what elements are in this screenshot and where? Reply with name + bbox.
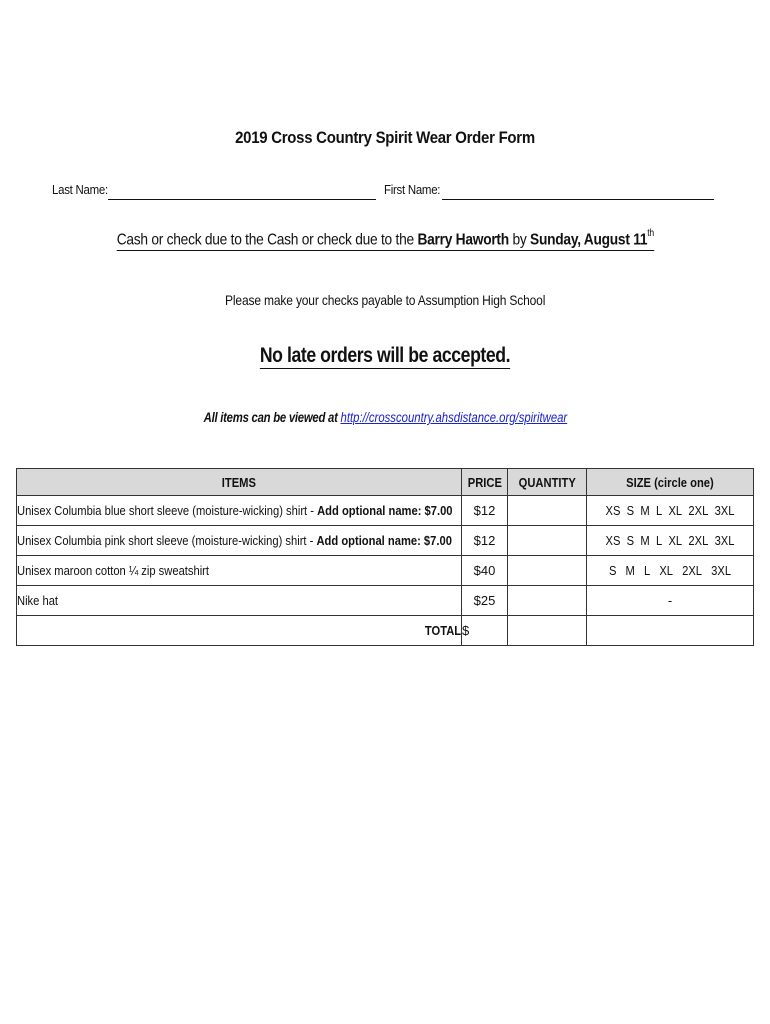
form-title: 2019 Cross Country Spirit Wear Order Form [235,128,535,147]
checks-payable-note [0,292,770,308]
order-table [16,468,754,646]
size-option[interactable]: M [625,563,635,578]
late-text: No late orders will be accepted. [259,344,511,367]
quantity-input[interactable] [508,496,587,526]
size-option[interactable]: S [626,533,635,548]
size-option[interactable]: 2XL [688,533,709,548]
quantity-input[interactable] [508,586,587,616]
size-option[interactable]: 3XL [711,563,732,578]
size-option[interactable]: XS [605,533,621,548]
size-option[interactable]: L [643,563,651,578]
size-option[interactable]: XS [605,503,621,518]
due-date: Sunday, August 11 [529,231,647,249]
first-name-line[interactable] [442,199,714,200]
header-price: PRICE [462,469,508,496]
late-orders-note [0,344,770,369]
size-option[interactable]: L [655,533,663,548]
size-options[interactable] [587,556,754,586]
item-cell: Unisex Columbia pink short sleeve (moisture-wicking) shirt - Add optional name: $7.00 [17,526,462,556]
table-row [17,496,754,526]
payment-due-note [0,230,770,251]
item-cell: Unisex maroon cotton ¼ zip sweatshirt [17,556,462,586]
size-option[interactable]: XL [668,533,683,548]
header-items: ITEMS [17,469,462,496]
due-prefix: Cash or check due to the Cash or check due to the [116,231,418,249]
last-name-label: Last Name: [52,182,108,197]
first-name-label: First Name: [384,182,441,197]
size-option[interactable]: S [608,563,617,578]
price-cell: $25 [462,586,508,616]
view-items-note [0,410,770,425]
total-row [17,616,754,646]
price-cell: $12 [462,496,508,526]
table-row [17,526,754,556]
size-option[interactable]: S [626,503,635,518]
due-date-suffix: th [646,228,654,239]
price-cell: $40 [462,556,508,586]
quantity-input[interactable] [508,556,587,586]
quantity-input[interactable] [508,526,587,556]
size-options[interactable] [587,526,754,556]
spiritwear-link[interactable]: http://crosscountry.ahsdistance.org/spiritwear [340,410,567,425]
size-option[interactable]: 2XL [688,503,709,518]
price-cell: $12 [462,526,508,556]
due-by: by [508,231,530,249]
size-option[interactable]: M [640,533,650,548]
item-cell: Unisex Columbia blue short sleeve (moisture-wicking) shirt - Add optional name: $7.00 [17,496,462,526]
size-option[interactable]: M [640,503,650,518]
total-quantity[interactable] [508,616,587,646]
size-option[interactable]: 3XL [714,503,735,518]
total-label: TOTAL [17,616,462,646]
table-row [17,556,754,586]
size-option[interactable]: 3XL [714,533,735,548]
view-lead: All items can be viewed at [203,410,341,425]
item-cell: Nike hat [17,586,462,616]
checks-text: Please make your checks payable to Assumption High School [224,292,546,308]
header-size: SIZE (circle one) [587,469,754,496]
table-header-row [17,469,754,496]
header-quantity: QUANTITY [508,469,587,496]
size-option[interactable]: 2XL [682,563,703,578]
last-name-line[interactable] [108,199,376,200]
total-size-empty [587,616,754,646]
total-value[interactable]: $ [462,616,508,646]
table-row [17,586,754,616]
due-person: Barry Haworth [417,231,509,249]
size-option[interactable]: L [655,503,663,518]
size-option[interactable]: XL [659,563,673,578]
size-options[interactable] [587,496,754,526]
size-options: - [587,586,754,616]
size-option[interactable]: XL [668,503,683,518]
